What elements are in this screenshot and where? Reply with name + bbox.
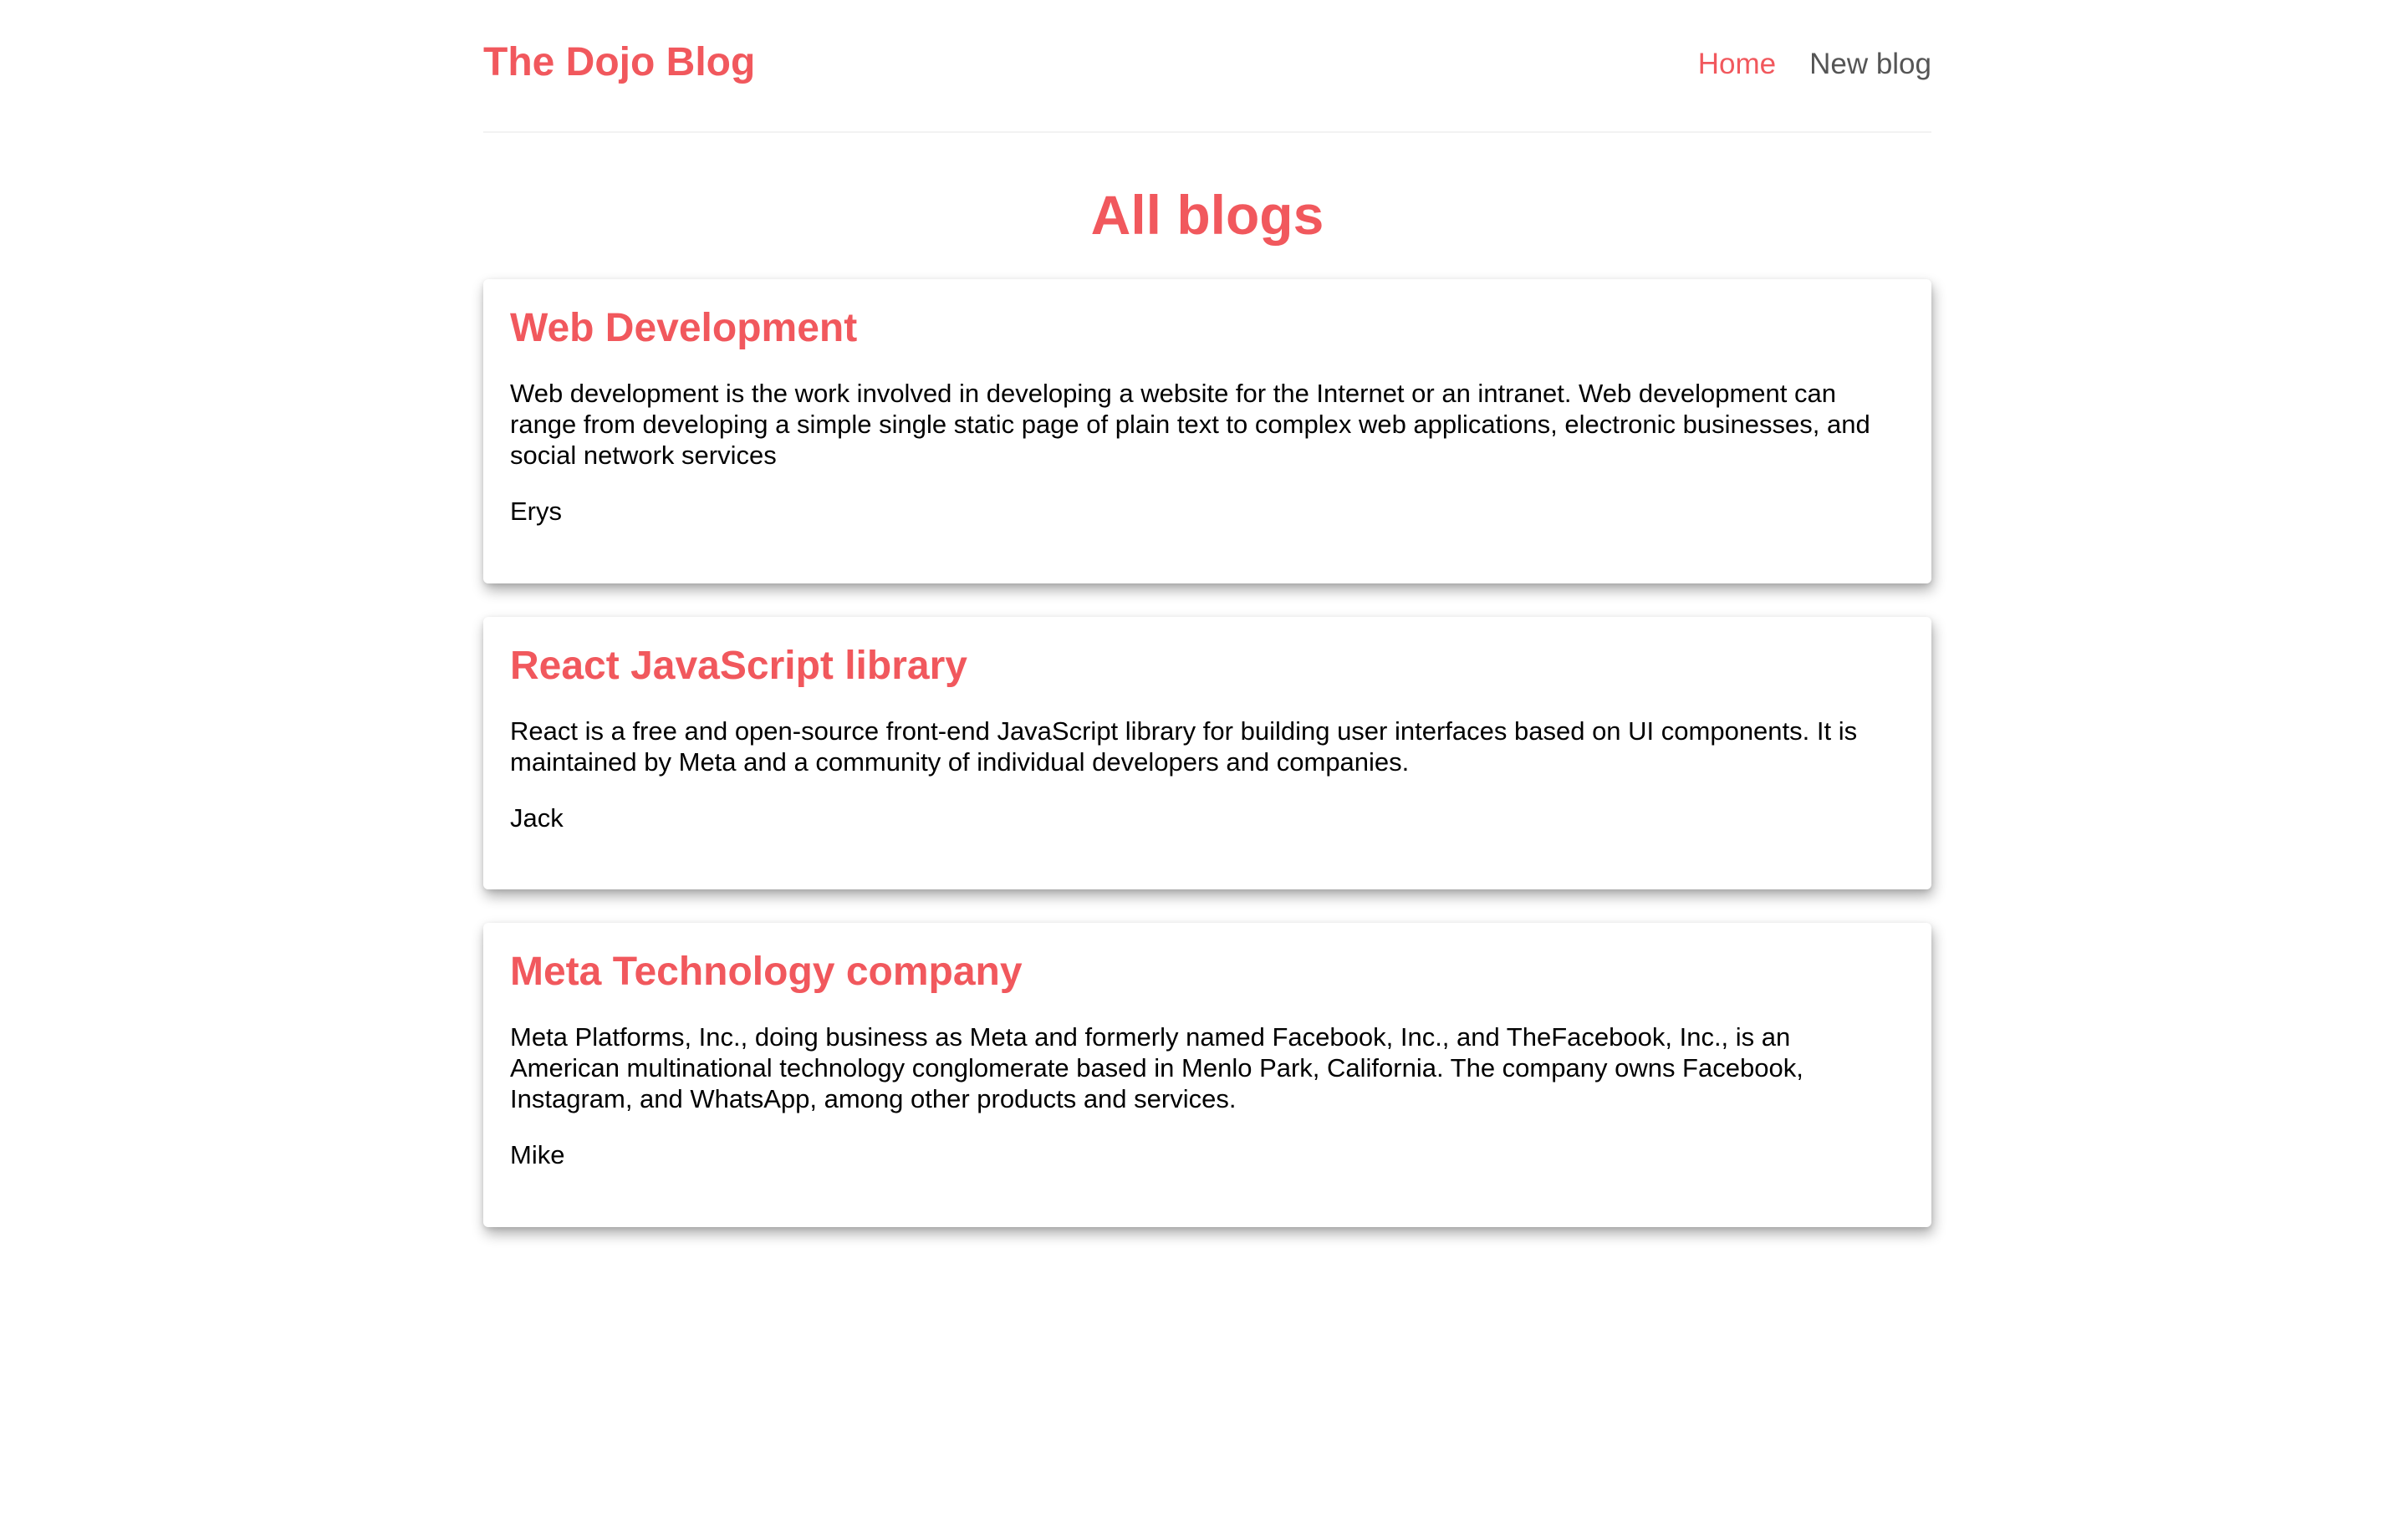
blog-list xyxy=(483,279,1931,1261)
site-brand: The Dojo Blog xyxy=(483,40,756,84)
blog-title[interactable]: React JavaScript library xyxy=(510,644,967,688)
nav-link-new-blog[interactable]: New blog xyxy=(1809,48,1931,80)
blog-body: Web development is the work involved in developing a website for the Internet or an intranet. Web development can range from developing a simple single static page of plain text to complex web applications, electronic businesses, and social network services xyxy=(510,378,1870,470)
navbar xyxy=(483,0,1931,133)
blog-author: Erys xyxy=(510,496,562,526)
blog-body: React is a free and open-source front-end JavaScript library for building user interfaces based on UI components. It is maintained by Meta and a community of individual developers and companies. xyxy=(510,716,1858,777)
page-title: All blogs xyxy=(1090,184,1324,246)
blog-title[interactable]: Web Development xyxy=(510,306,858,350)
nav-links xyxy=(1698,47,1931,82)
blog-body: Meta Platforms, Inc., doing business as Meta and formerly named Facebook, Inc., and TheFacebook, Inc., is an American multinational technology conglomerate based in Menlo Park, California. The company owns Facebook, Instagram, and WhatsApp, among other products and services. xyxy=(510,1021,1803,1113)
blog-author: Jack xyxy=(510,802,564,833)
nav-link-home[interactable]: Home xyxy=(1697,48,1777,80)
blog-preview-card[interactable] xyxy=(483,279,1931,583)
blog-title[interactable]: Meta Technology company xyxy=(510,950,1023,994)
blog-preview-card[interactable] xyxy=(483,617,1931,889)
content-container xyxy=(483,0,1931,1169)
blog-preview-card[interactable] xyxy=(483,923,1931,1227)
blog-author: Mike xyxy=(510,1139,565,1169)
